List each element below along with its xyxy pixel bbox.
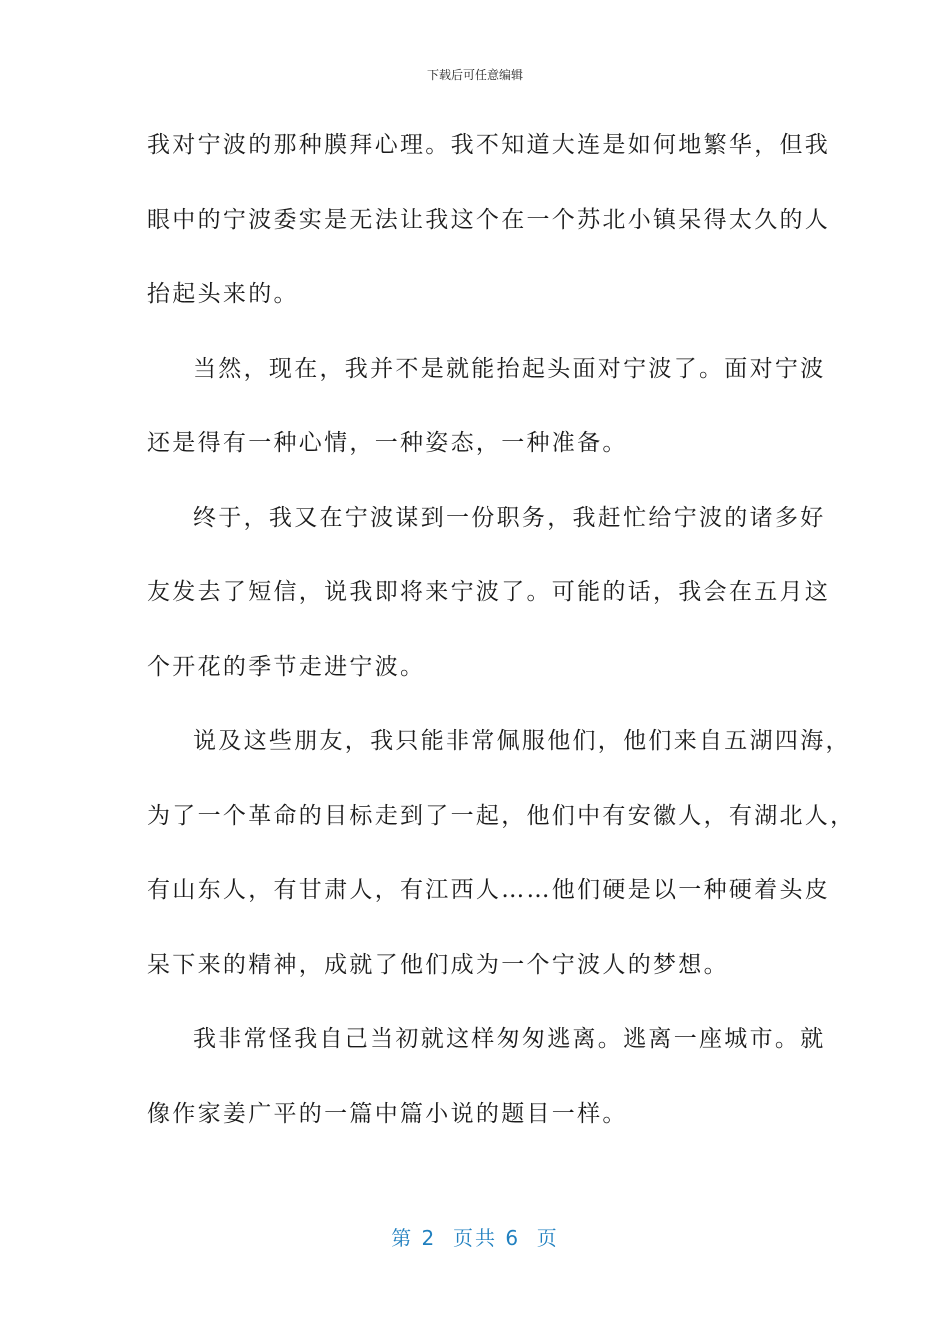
- paragraph: [147, 1002, 826, 1151]
- document-body: [147, 108, 856, 1151]
- page-footer: [0, 1226, 950, 1250]
- page-number-label: 第 2 页共 6 页: [391, 1226, 559, 1250]
- text-line: 还是得有一种心情，一种姿态，一种准备。: [147, 430, 628, 456]
- text-line: 眼中的宁波委实是无法让我这个在一个苏北小镇呆得太久的人: [147, 206, 831, 233]
- paragraph: [147, 704, 856, 1002]
- text-line: 我非常怪我自己当初就这样匆匆逃离。逃离一座城市。就: [193, 1026, 826, 1052]
- page-header: 下载后可任意编辑: [426, 68, 523, 82]
- text-line: 说及这些朋友，我只能非常佩服他们，他们来自五湖四海，: [193, 728, 851, 754]
- text-line: 抬起头来的。: [147, 281, 299, 307]
- paragraph: [147, 108, 831, 332]
- text-line: 像作家姜广平的一篇中篇小说的题目一样。: [147, 1100, 628, 1127]
- text-line: 为了一个革命的目标走到了一起，他们中有安徽人，有湖北人，: [147, 802, 856, 829]
- text-line: 终于，我又在宁波谋到一份职务，我赶忙给宁波的诸多好: [193, 504, 826, 531]
- text-line: 有山东人，有甘肃人，有江西人……他们硬是以一种硬着头皮: [147, 877, 831, 903]
- text-line: 友发去了短信，说我即将来宁波了。可能的话，我会在五月这: [147, 579, 831, 605]
- text-line: 个开花的季节走进宁波。: [147, 653, 426, 680]
- text-line: 呆下来的精神，成就了他们成为一个宁波人的梦想。: [147, 951, 729, 978]
- paragraph: [147, 332, 826, 481]
- paragraph: [147, 481, 831, 705]
- text-line: 我对宁波的那种膜拜心理。我不知道大连是如何地繁华，但我: [147, 132, 831, 158]
- text-line: 当然，现在，我并不是就能抬起头面对宁波了。面对宁波: [193, 355, 826, 382]
